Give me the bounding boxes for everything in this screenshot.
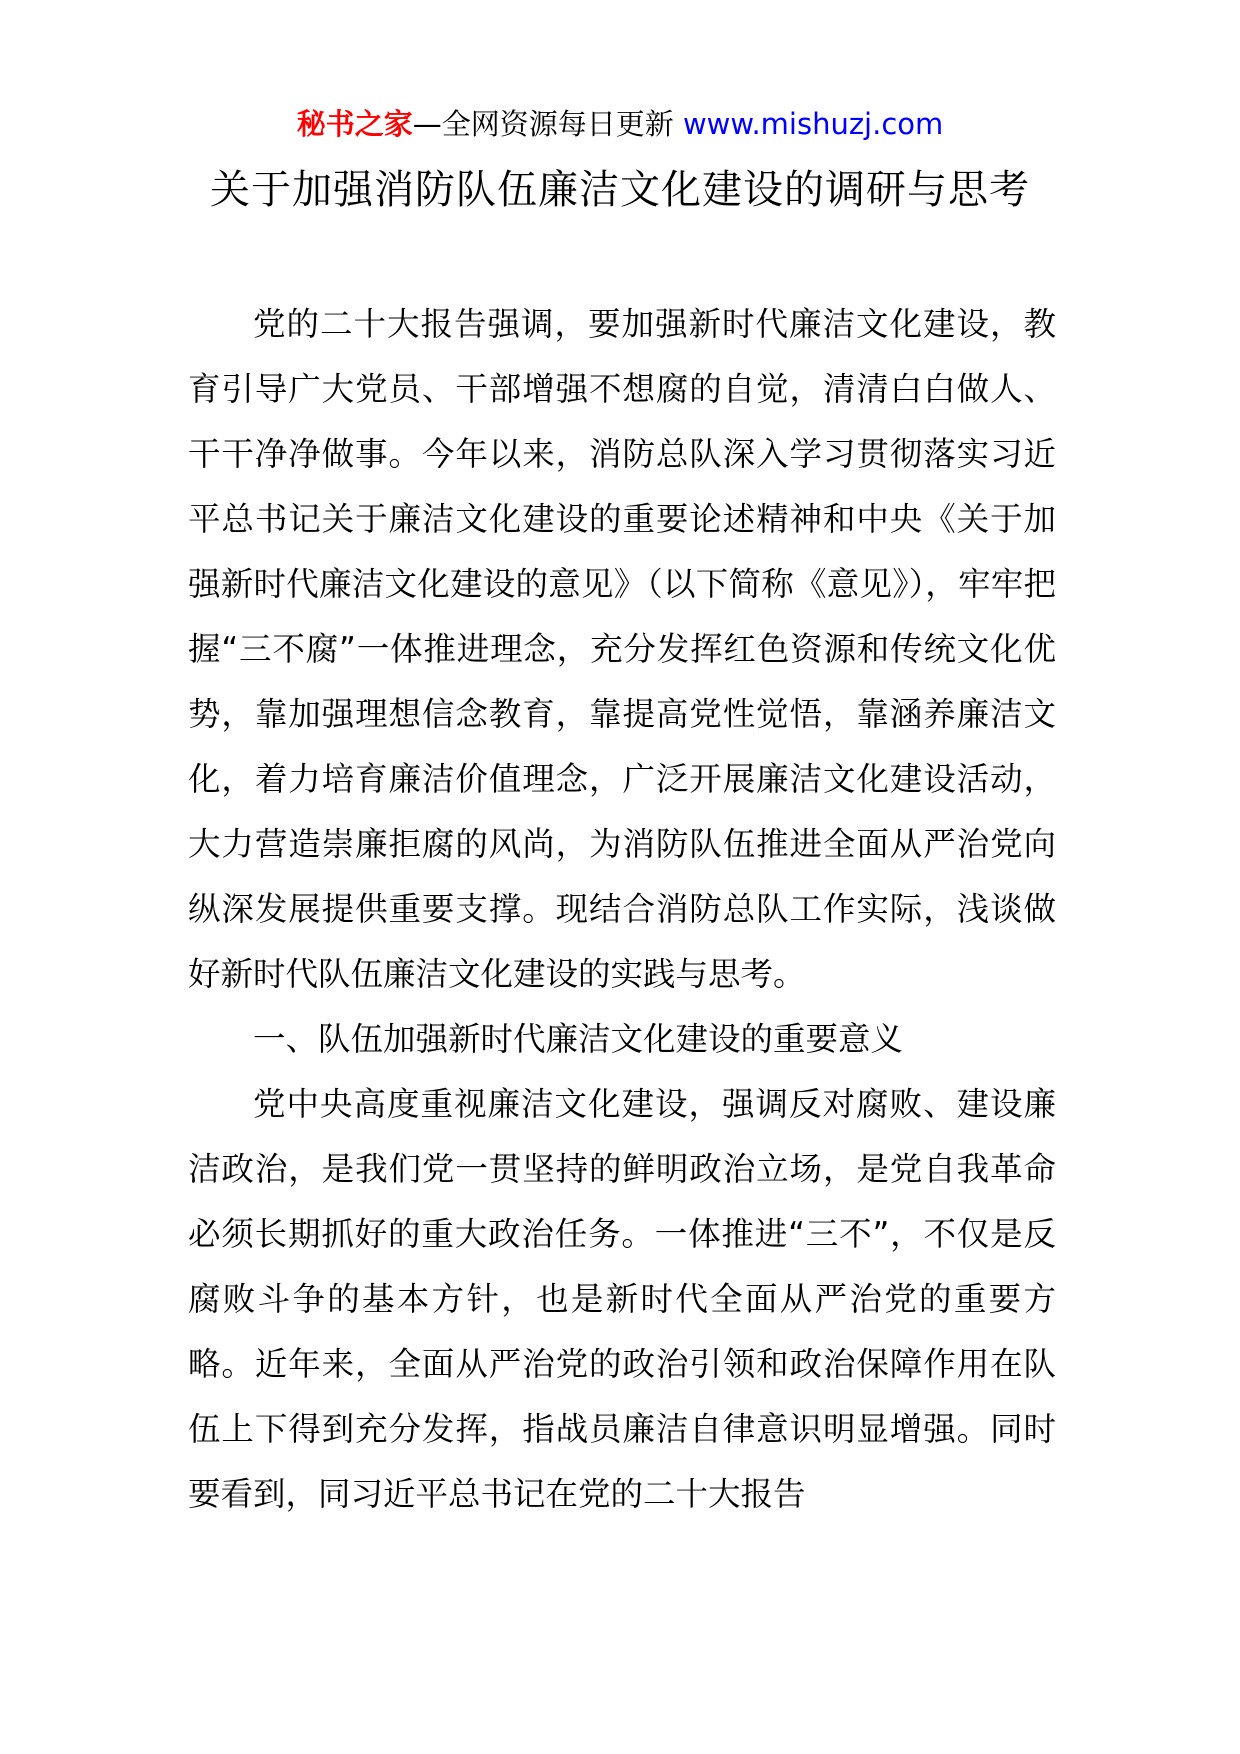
document-title: 关于加强消防队伍廉洁文化建设的调研与思考 [210, 167, 1030, 213]
site-name: 秘书之家 [296, 107, 413, 141]
section-heading: 一、队伍加强新时代廉洁文化建设的重要意义 [253, 1020, 904, 1058]
site-url-link[interactable]: www.mishuzj.com [682, 107, 944, 141]
site-tagline: —全网资源每日更新 [412, 107, 674, 141]
section-paragraph: 党中央高度重视廉洁文化建设，强调反对腐败、建设廉洁政治，是我们党一贯坚持的鲜明政治立场，是党自我革命必须长期抓好的重大政治任务。一体推进“三不”，不仅是反腐败斗争的基本方针，也是新时代全面从严治党的重要方略。近年来，全面从严治党的政治引领和政治保障作用在队伍上下得到充分发挥，指战员廉洁自律意识明显增强。同时要看到，同习近平总书记在党的二十大报告 [188, 1085, 1056, 1513]
site-header [0, 100, 1240, 148]
document-body [188, 292, 1056, 1527]
intro-paragraph: 党的二十大报告强调，要加强新时代廉洁文化建设，教育引导广大党员、干部增强不想腐的自觉，清清白白做人、干干净净做事。今年以来，消防总队深入学习贯彻落实习近平总书记关于廉洁文化建设的重要论述精神和中央《关于加强新时代廉洁文化建设的意见》（以下简称《意见》），牢牢把握“三不腐”一体推进理念，充分发挥红色资源和传统文化优势，靠加强理想信念教育，靠提高党性觉悟，靠涵养廉洁文化，着力培育廉洁价值理念，广泛开展廉洁文化建设活动，大力营造崇廉拒腐的风尚，为消防队伍推进全面从严治党向纵深发展提供重要支撑。现结合消防总队工作实际，浅谈做好新时代队伍廉洁文化建设的实践与思考。 [188, 305, 1056, 993]
